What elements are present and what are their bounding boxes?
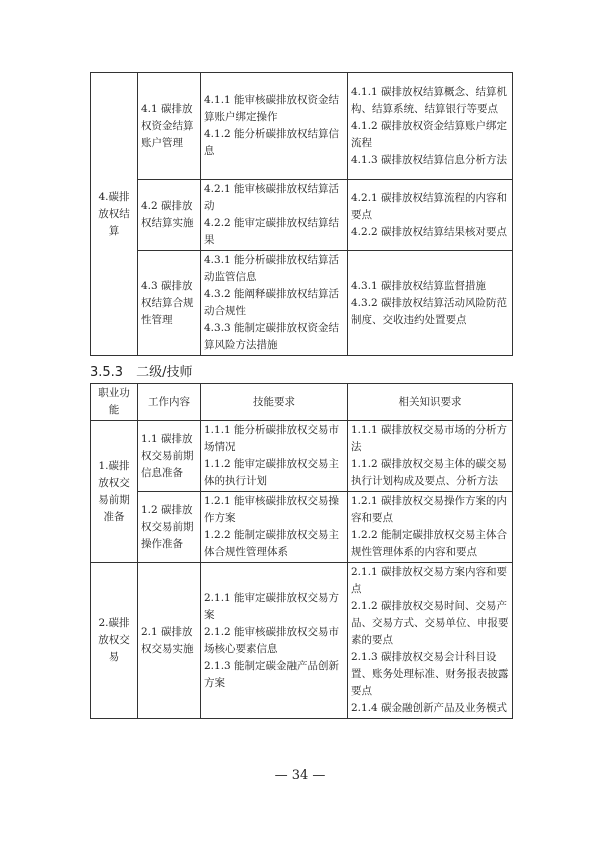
skill-item: 1.2.2 能制定碳排放权交易主体合规性管理体系 — [204, 529, 340, 558]
knowledge-item: 2.1.4 碳金融创新产品及业务模式 — [351, 702, 508, 714]
skill-item: 4.1.1 能审核碳排放权资金结算账户绑定操作 — [204, 94, 340, 123]
skill-cell — [201, 492, 348, 563]
knowledge-item: 4.3.2 碳排放权结算活动风险防范制度、交收违约处置要点 — [351, 296, 508, 326]
page-number: — 34 — — [274, 768, 326, 783]
header-skills: 技能要求 — [201, 384, 348, 421]
knowledge-item: 4.1.2 碳排放权资金结算账户绑定流程 — [351, 119, 508, 149]
function-cell: 4.碳排放权结算 — [91, 73, 138, 356]
work-content-cell: 2.1 碳排放权交易实施 — [138, 563, 201, 719]
skill-cell — [201, 180, 348, 251]
skill-cell — [201, 251, 348, 356]
knowledge-item: 1.1.2 碳排放权交易主体的碳交易执行计划构成及要点、分析方法 — [351, 458, 508, 487]
knowledge-cell — [348, 251, 513, 356]
skill-item: 4.3.3 能制定碳排放权资金结算风险方法措施 — [204, 322, 340, 351]
skill-item: 4.2.2 能审定碳排放权结算结果 — [204, 217, 340, 246]
table-row — [91, 251, 513, 356]
work-content-cell: 1.2 碳排放权交易前期操作准备 — [138, 492, 201, 563]
knowledge-item: 2.1.1 碳排放权交易方案内容和要点 — [351, 566, 508, 595]
work-content-cell: 4.1 碳排放权资金结算账户管理 — [138, 73, 201, 180]
skill-cell — [201, 563, 348, 719]
work-content-cell: 4.2 碳排放权结算实施 — [138, 180, 201, 251]
skills-table-level3-continued — [90, 72, 513, 356]
table-row — [91, 180, 513, 251]
skill-item: 2.1.2 能审核碳排放权交易市场核心要素信息 — [204, 625, 340, 655]
work-content-cell: 4.3 碳排放权结算合规性管理 — [138, 251, 201, 356]
knowledge-item: 4.2.2 碳排放权结算结果核对要点 — [351, 225, 508, 238]
skill-cell — [201, 73, 348, 180]
skill-item: 4.3.2 能阐释碳排放权结算活动合规性 — [204, 288, 340, 317]
header-knowledge: 相关知识要求 — [348, 384, 513, 421]
function-cell: 2.碳排放权交易 — [91, 563, 138, 719]
work-content-cell: 1.1 碳排放权交易前期信息准备 — [138, 421, 201, 492]
skill-item: 2.1.3 能制定碳金融产品创新方案 — [204, 659, 340, 689]
table-row — [91, 492, 513, 563]
skill-item: 2.1.1 能审定碳排放权交易方案 — [204, 591, 340, 621]
function-cell: 1.碳排放权交易前期准备 — [91, 421, 138, 563]
knowledge-item: 1.2.1 碳排放权交易操作方案的内容和要点 — [351, 495, 508, 524]
table-row — [91, 421, 513, 492]
skill-item: 4.3.1 能分析碳排放权结算活动监管信息 — [204, 254, 340, 283]
knowledge-item: 4.3.1 碳排放权结算监督措施 — [351, 279, 487, 292]
skill-item: 1.2.1 能审核碳排放权交易操作方案 — [204, 495, 340, 524]
knowledge-item: 4.2.1 碳排放权结算流程的内容和要点 — [351, 191, 508, 221]
skill-item: 4.1.2 能分析碳排放权结算信息 — [204, 128, 340, 157]
knowledge-item: 2.1.2 碳排放权交易时间、交易产品、交易方式、交易单位、申报要素的要点 — [351, 600, 509, 646]
knowledge-item: 4.1.1 碳排放权结算概念、结算机构、结算系统、结算银行等要点 — [351, 85, 508, 115]
knowledge-cell — [348, 492, 513, 563]
table-row — [91, 73, 513, 180]
knowledge-item: 1.1.1 碳排放权交易市场的分析方法 — [351, 424, 508, 453]
knowledge-cell — [348, 421, 513, 492]
knowledge-cell — [348, 73, 513, 180]
header-work-content: 工作内容 — [138, 384, 201, 421]
section-heading: 3.5.3 二级/技师 — [90, 365, 193, 380]
knowledge-item: 1.2.2 能制定碳排放权交易主体合规性管理体系的内容和要点 — [351, 529, 508, 558]
table-row — [91, 563, 513, 719]
knowledge-cell — [348, 563, 513, 719]
skill-item: 4.2.1 能审核碳排放权结算活动 — [204, 183, 340, 212]
skill-item: 1.1.2 能审定碳排放权交易主体的执行计划 — [204, 458, 340, 487]
skills-table-level2 — [90, 383, 513, 719]
skill-item: 1.1.1 能分析碳排放权交易市场情况 — [204, 424, 340, 453]
knowledge-item: 2.1.3 碳排放权交易会计科目设置、账务处理标准、财务报表披露要点 — [351, 651, 509, 697]
skill-cell — [201, 421, 348, 492]
knowledge-item: 4.1.3 碳排放权结算信息分析方法 — [351, 153, 508, 166]
knowledge-cell — [348, 180, 513, 251]
header-function: 职业功能 — [91, 384, 138, 421]
table-header-row — [91, 384, 513, 421]
